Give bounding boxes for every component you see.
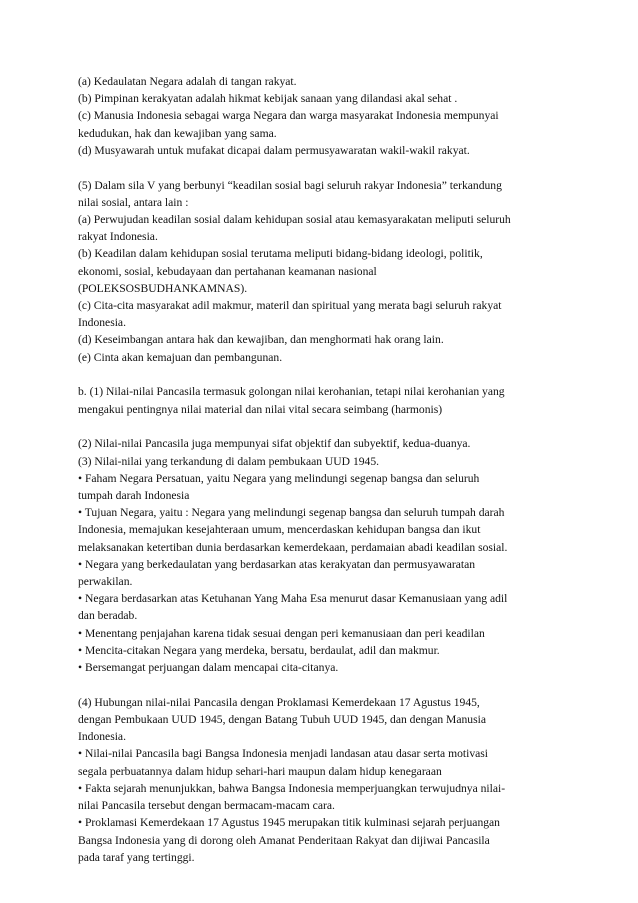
text-line: • Proklamasi Kemerdekaan 17 Agustus 1945 merupakan titik kulminasi sejarah perjuangan xyxy=(78,816,500,830)
text-line: • Negara berdasarkan atas Ketuhanan Yang Maha Esa menurut dasar Kemanusiaan yang adil xyxy=(78,592,508,606)
text-line: b. (1) Nilai-nilai Pancasila termasuk golongan nilai kerohanian, tetapi nilai kerohanian yang xyxy=(78,385,505,399)
text-line: ekonomi, sosial, kebudayaan dan pertahanan keamanan nasional xyxy=(78,264,377,278)
text-line: pada taraf yang tertinggi. xyxy=(78,850,195,864)
text-line: Indonesia. xyxy=(78,316,126,330)
text-line: • Tujuan Negara, yaitu : Negara yang melindungi segenap bangsa dan seluruh tumpah darah xyxy=(78,506,505,520)
text-line: (a) Perwujudan keadilan sosial dalam kehidupan sosial atau kemasyarakatan meliputi seluruh xyxy=(78,213,511,227)
text-line: • Menentang penjajahan karena tidak sesuai dengan peri kemanusiaan dan peri keadilan xyxy=(78,626,485,640)
text-line: tumpah darah Indonesia xyxy=(78,489,190,503)
text-line: • Nilai-nilai Pancasila bagi Bangsa Indonesia menjadi landasan atau dasar serta motivasi xyxy=(78,747,489,761)
text-line: (5) Dalam sila V yang berbunyi “keadilan sosial bagi seluruh rakyar Indonesia” terkandung xyxy=(78,178,502,192)
text-line: mengakui pentingnya nilai material dan nilai vital secara seimbang (harmonis) xyxy=(78,402,443,416)
text-line: Indonesia. xyxy=(78,730,126,744)
text-line: kedudukan, hak dan kewajiban yang sama. xyxy=(78,126,277,140)
text-line: dan beradab. xyxy=(78,609,138,623)
text-line: nilai Pancasila tersebut dengan bermacam-macam cara. xyxy=(78,799,335,813)
text-line: Bangsa Indonesia yang di dorong oleh Amanat Penderitaan Rakyat dan dijiwai Pancasila xyxy=(78,833,490,847)
text-line: (POLEKSOSBUDHANKAMNAS). xyxy=(78,281,248,295)
text-line: (2) Nilai-nilai Pancasila juga mempunyai sifat objektif dan subyektif, kedua-duanya. xyxy=(78,437,471,451)
text-line: Indonesia, memajukan kesejahteraan umum, mencerdaskan kehidupan bangsa dan ikut xyxy=(78,523,481,537)
text-line: (3) Nilai-nilai yang terkandung di dalam pembukaan UUD 1945. xyxy=(78,454,380,468)
paragraph-proclamation-relation xyxy=(78,694,568,866)
text-line: (c) Cita-cita masyarakat adil makmur, materil dan spiritual yang merata bagi seluruh rakyat xyxy=(78,299,502,313)
document-page xyxy=(78,73,568,884)
text-line: (b) Pimpinan kerakyatan adalah hikmat kebijak sanaan yang dilandasi akal sehat . xyxy=(78,92,458,106)
paragraph-sila-v-values xyxy=(78,177,568,366)
text-line: segala perbuatannya dalam hidup sehari-hari maupun dalam hidup kenegaraan xyxy=(78,764,442,778)
text-line: (4) Hubungan nilai-nilai Pancasila dengan Proklamasi Kemerdekaan 17 Agustus 1945, xyxy=(78,695,480,709)
text-line: rakyat Indonesia. xyxy=(78,230,158,244)
text-line: (a) Kedaulatan Negara adalah di tangan rakyat. xyxy=(78,75,297,88)
text-line: melaksanakan ketertiban dunia berdasarkan kemerdekaan, perdamaian abadi keadilan sosial. xyxy=(78,540,508,554)
text-line: nilai sosial, antara lain : xyxy=(78,195,189,209)
text-line: (b) Keadilan dalam kehidupan sosial terutama meliputi bidang-bidang ideologi, politik, xyxy=(78,247,483,261)
text-line: (d) Musyawarah untuk mufakat dicapai dalam permusyawaratan wakil-wakil rakyat. xyxy=(78,143,470,157)
paragraph-sila-iv-values xyxy=(78,73,568,159)
text-line: • Fakta sejarah menunjukkan, bahwa Bangsa Indonesia memperjuangkan terwujudnya nilai- xyxy=(78,781,506,795)
text-line: perwakilan. xyxy=(78,575,133,589)
text-line: dengan Pembukaan UUD 1945, dengan Batang Tubuh UUD 1945, dan dengan Manusia xyxy=(78,713,486,727)
text-line: • Bersemangat perjuangan dalam mencapai cita-citanya. xyxy=(78,661,339,675)
text-line: (d) Keseimbangan antara hak dan kewajiban, dan menghormati hak orang lain. xyxy=(78,333,444,347)
text-line: • Negara yang berkedaulatan yang berdasarkan atas kerakyatan dan permusyawaratan xyxy=(78,557,476,571)
text-line: (c) Manusia Indonesia sebagai warga Negara dan warga masyarakat Indonesia mempunyai xyxy=(78,109,499,123)
text-line: • Mencita-citakan Negara yang merdeka, bersatu, berdaulat, adil dan makmur. xyxy=(78,643,440,657)
text-line: (e) Cinta akan kemajuan dan pembangunan. xyxy=(78,350,283,364)
text-line: • Faham Negara Persatuan, yaitu Negara yang melindungi segenap bangsa dan seluruh xyxy=(78,471,480,485)
paragraph-b1-spiritual-values xyxy=(78,383,568,417)
paragraph-objective-subjective-values xyxy=(78,435,568,676)
